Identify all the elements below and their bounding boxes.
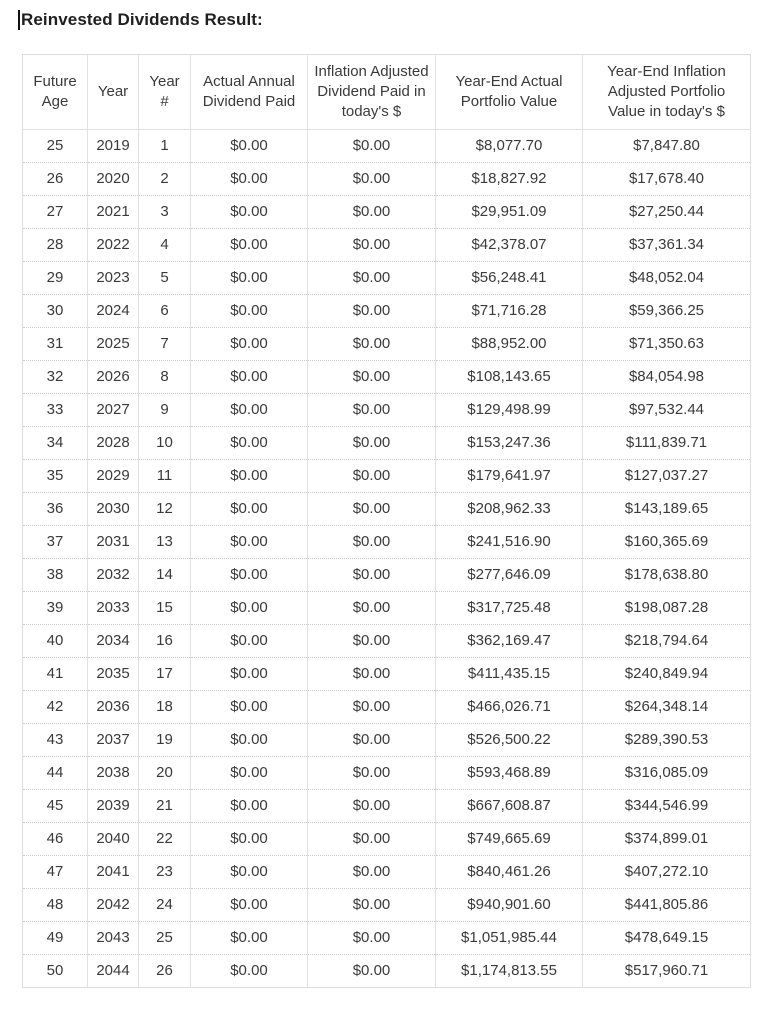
table-cell: $48,052.04 [583,262,751,295]
table-cell: $0.00 [308,724,436,757]
table-cell: 26 [139,955,191,988]
table-cell: $129,498.99 [436,394,583,427]
table-cell: 46 [23,823,88,856]
table-cell: $29,951.09 [436,196,583,229]
table-cell: 33 [23,394,88,427]
table-cell: 47 [23,856,88,889]
table-row [23,724,751,757]
table-cell: $0.00 [191,130,308,163]
table-row [23,823,751,856]
table-cell: 2024 [88,295,139,328]
table-cell: $0.00 [191,658,308,691]
table-cell: 3 [139,196,191,229]
header-row [23,55,751,130]
table-cell: $111,839.71 [583,427,751,460]
table-cell: $593,468.89 [436,757,583,790]
table-row [23,658,751,691]
table-cell: $208,962.33 [436,493,583,526]
table-cell: 19 [139,724,191,757]
table-cell: $0.00 [308,493,436,526]
column-header-year: Year [88,55,139,130]
table-cell: 2027 [88,394,139,427]
table-cell: $71,350.63 [583,328,751,361]
table-cell: $59,366.25 [583,295,751,328]
table-cell: $0.00 [308,658,436,691]
table-cell: $0.00 [191,691,308,724]
table-cell: $0.00 [308,757,436,790]
table-cell: $0.00 [308,196,436,229]
table-cell: 45 [23,790,88,823]
table-cell: $153,247.36 [436,427,583,460]
table-cell: 2026 [88,361,139,394]
table-cell: 2044 [88,955,139,988]
table-row [23,460,751,493]
table-cell: 42 [23,691,88,724]
table-cell: $0.00 [191,592,308,625]
table-cell: $7,847.80 [583,130,751,163]
table-cell: 2019 [88,130,139,163]
table-row [23,361,751,394]
table-cell: $198,087.28 [583,592,751,625]
column-header-inflation-adjusted-dividend-paid: Inflation Adjusted Dividend Paid in today's $ [308,55,436,130]
table-cell: $0.00 [191,724,308,757]
table-row [23,493,751,526]
table-cell: $411,435.15 [436,658,583,691]
table-cell: $0.00 [308,295,436,328]
table-cell: $466,026.71 [436,691,583,724]
table-cell: 2022 [88,229,139,262]
table-cell: $0.00 [308,691,436,724]
table-cell: $84,054.98 [583,361,751,394]
table-header [23,55,751,130]
table-row [23,856,751,889]
table-cell: 26 [23,163,88,196]
table-cell: $97,532.44 [583,394,751,427]
table-cell: $0.00 [191,427,308,460]
table-cell: 2028 [88,427,139,460]
column-header-actual-annual-dividend-paid: Actual Annual Dividend Paid [191,55,308,130]
table-cell: 48 [23,889,88,922]
table-row [23,328,751,361]
table-cell: $264,348.14 [583,691,751,724]
table-cell: 17 [139,658,191,691]
table-cell: $0.00 [191,262,308,295]
table-row [23,757,751,790]
table-cell: 39 [23,592,88,625]
table-cell: 15 [139,592,191,625]
table-cell: $0.00 [308,559,436,592]
table-cell: $218,794.64 [583,625,751,658]
table-cell: $0.00 [308,163,436,196]
table-cell: 25 [139,922,191,955]
table-cell: 50 [23,955,88,988]
table-cell: $0.00 [308,361,436,394]
table-cell: $1,051,985.44 [436,922,583,955]
table-cell: $241,516.90 [436,526,583,559]
table-cell: $526,500.22 [436,724,583,757]
table-cell: $0.00 [308,394,436,427]
table-cell: $0.00 [191,526,308,559]
table-cell: 2042 [88,889,139,922]
table-cell: $0.00 [308,229,436,262]
table-cell: $0.00 [191,559,308,592]
table-cell: 2036 [88,691,139,724]
table-cell: $441,805.86 [583,889,751,922]
table-cell: 25 [46,137,64,154]
table-cell: $0.00 [191,493,308,526]
page-title: Reinvested Dividends Result: [21,10,263,29]
table-cell: 18 [139,691,191,724]
table-cell: $0.00 [191,328,308,361]
table-cell: $88,952.00 [436,328,583,361]
results-table [22,54,751,988]
table-cell: $0.00 [191,889,308,922]
table-body [23,130,751,988]
table-cell: 6 [139,295,191,328]
table-cell: $0.00 [308,460,436,493]
table-cell: $940,901.60 [436,889,583,922]
table-row [23,592,751,625]
column-header-year-end-inflation-adjusted-portfolio-value: Year-End Inflation Adjusted Portfolio Value in today's $ [583,55,751,130]
table-cell: 2030 [88,493,139,526]
table-cell: $18,827.92 [436,163,583,196]
table-row [23,526,751,559]
table-cell: $374,899.01 [583,823,751,856]
table-cell: 2031 [88,526,139,559]
table-cell: 34 [23,427,88,460]
table-cell: $289,390.53 [583,724,751,757]
table-cell: $0.00 [308,526,436,559]
table-cell: $344,546.99 [583,790,751,823]
table-cell: 5 [139,262,191,295]
table-row [23,955,751,988]
table-cell: 30 [23,295,88,328]
table-cell: $0.00 [191,823,308,856]
table-cell: $0.00 [308,130,436,163]
table-cell: $478,649.15 [583,922,751,955]
table-cell: $0.00 [191,757,308,790]
table-cell: $42,378.07 [436,229,583,262]
table-cell: $0.00 [191,625,308,658]
table-row [23,922,751,955]
table-cell: 4 [139,229,191,262]
table-cell: $37,361.34 [583,229,751,262]
table-cell: 2043 [88,922,139,955]
table-cell: 20 [139,757,191,790]
table-cell: 22 [139,823,191,856]
table-cell: 2 [139,163,191,196]
table-cell: 2039 [88,790,139,823]
table-row [23,196,751,229]
table-cell: $0.00 [191,394,308,427]
table-cell: $108,143.65 [436,361,583,394]
table-cell: 2023 [88,262,139,295]
table-cell: 2032 [88,559,139,592]
table-cell: 10 [139,427,191,460]
table-cell: 44 [23,757,88,790]
table-cell: $0.00 [308,823,436,856]
table-cell: 13 [139,526,191,559]
table-cell: 41 [23,658,88,691]
table-cell: 32 [23,361,88,394]
table-row [23,889,751,922]
table-cell: 2041 [88,856,139,889]
table-cell: 2038 [88,757,139,790]
table-cell: $0.00 [308,625,436,658]
table-cell: $0.00 [191,229,308,262]
table-row [23,625,751,658]
table-cell: 2033 [88,592,139,625]
table-row [23,130,751,163]
table-cell: $0.00 [308,262,436,295]
table-cell: $127,037.27 [583,460,751,493]
table-row [23,691,751,724]
table-cell: $179,641.97 [436,460,583,493]
table-row [23,262,751,295]
table-cell: 14 [139,559,191,592]
table-row [23,394,751,427]
table-cell: $1,174,813.55 [436,955,583,988]
table-cell: 27 [23,196,88,229]
table-cell: 2021 [88,196,139,229]
table-cell: 36 [23,493,88,526]
table-cell: 43 [23,724,88,757]
table-cell: $0.00 [308,328,436,361]
table-cell: $0.00 [191,955,308,988]
table-cell: 2020 [88,163,139,196]
table-cell: 16 [139,625,191,658]
table-cell: 2029 [88,460,139,493]
table-cell: 37 [23,526,88,559]
table-cell: 8 [139,361,191,394]
table-row [23,790,751,823]
table-cell: $0.00 [308,922,436,955]
column-header-year-number: Year # [139,55,191,130]
table-row [23,427,751,460]
table-cell: $0.00 [191,460,308,493]
table-cell: $0.00 [191,922,308,955]
table-cell: $8,077.70 [436,130,583,163]
table-cell: $407,272.10 [583,856,751,889]
table-cell: 40 [23,625,88,658]
table-cell: $317,725.48 [436,592,583,625]
table-cell: 29 [23,262,88,295]
table-cell: $0.00 [308,856,436,889]
table-cell: 9 [139,394,191,427]
table-cell: 31 [23,328,88,361]
table-cell: 38 [23,559,88,592]
table-cell: 21 [139,790,191,823]
table-cell: $667,608.87 [436,790,583,823]
table-cell: 23 [139,856,191,889]
table-cell: $840,461.26 [436,856,583,889]
table-cell: 2040 [88,823,139,856]
table-cell: 2035 [88,658,139,691]
column-header-future-age: Future Age [23,55,88,130]
title-row [18,8,767,32]
table-cell: $0.00 [191,196,308,229]
table-cell: $160,365.69 [583,526,751,559]
table-cell: 7 [139,328,191,361]
table-cell: $240,849.94 [583,658,751,691]
table-cell: $0.00 [191,163,308,196]
table-cell: $17,678.40 [583,163,751,196]
table-cell: $0.00 [191,295,308,328]
table-cell: 2037 [88,724,139,757]
table-cell: $178,638.80 [583,559,751,592]
table-cell: $0.00 [191,361,308,394]
table-cell: 24 [139,889,191,922]
table-cell: 11 [139,460,191,493]
table-cell: $0.00 [308,889,436,922]
table-cell: $517,960.71 [583,955,751,988]
column-header-year-end-actual-portfolio-value: Year-End Actual Portfolio Value [436,55,583,130]
table-row [23,163,751,196]
table-cell: 12 [139,493,191,526]
table-cell: $0.00 [308,955,436,988]
table-cell: 2034 [88,625,139,658]
text-cursor [18,10,20,30]
table-cell: $71,716.28 [436,295,583,328]
table-cell: $277,646.09 [436,559,583,592]
table-cell: $0.00 [191,790,308,823]
table-cell: 2025 [88,328,139,361]
table-cell: 49 [23,922,88,955]
table-cell: 35 [23,460,88,493]
table-cell: $749,665.69 [436,823,583,856]
table-cell: $56,248.41 [436,262,583,295]
table-cell: $0.00 [191,856,308,889]
table-cell: 28 [23,229,88,262]
table-cell: $0.00 [308,790,436,823]
table-cell: $362,169.47 [436,625,583,658]
table-cell: 1 [139,130,191,163]
table-cell: $0.00 [308,427,436,460]
table-row [23,559,751,592]
table-cell: $0.00 [308,592,436,625]
table-cell: $143,189.65 [583,493,751,526]
table-cell: $27,250.44 [583,196,751,229]
table-row [23,229,751,262]
table-cell: $316,085.09 [583,757,751,790]
table-row [23,295,751,328]
